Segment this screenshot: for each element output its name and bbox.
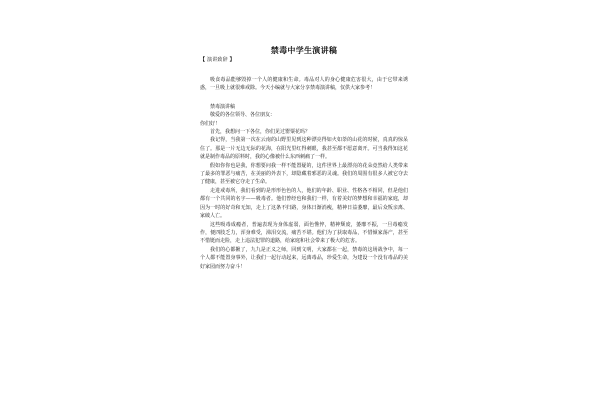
document-page: [200, 36, 408, 400]
speech-paragraph: 我记得，当我第一次在云南的山野里见到这种漂亮得如火如荼的山花的时候，真真的惊呆住了。那是一片无边无际的花海，在阳光里红得刺眼，我甚至都不愿意离开。可当我得知这花就是制作毒品的原料时，我的心像被什么东西刺痛了一样。: [200, 137, 408, 161]
salutation-line: 你们好！: [200, 120, 221, 127]
tag-bracket-open: 【: [200, 57, 206, 63]
page-title: 禁毒中学生演讲稿: [270, 46, 338, 55]
document-body: [200, 76, 408, 271]
greeting-line: 敬爱的各位领导、各位朋友：: [210, 112, 276, 119]
category-tag: [200, 56, 235, 63]
speech-paragraph: 首先，我想问一下各位，你们见过罂粟花吗？: [210, 129, 311, 136]
section-heading: 禁毒演讲稿: [210, 103, 236, 110]
tag-bracket-close: 】: [229, 57, 235, 63]
intro-paragraph: 吸食毒品能够毁掉一个人的健康和生命。毒品对人的身心健康危害很大，由于它带来诱惑，一旦吸上就很难戒除。今天小编就与大家分享禁毒演讲稿，仅供大家参考！: [200, 77, 408, 92]
speech-paragraph: 假如你你也是我，你想要问我一样不能置疑的，这件世界上最漂亮的花朵竟然给人类带来了最多的罪恶与痛苦，在美丽的外表下，却隐藏着邪恶的灵魂。我们的周围有很多人被它夺去了健康，甚至被它夺走了生命。: [200, 162, 408, 186]
speech-paragraph: 我们的心都揪了，九九是正义之师，回到文明，大家都在一起，禁毒的这场战争中，每一个人都不能置身事外，让我们一起行动起来，远离毒品，珍爱生命，为建设一个没有毒品的美好家园而努力奋斗！: [200, 246, 408, 270]
tag-label[interactable]: 演讲致辞: [207, 57, 228, 63]
speech-paragraph: 走进戒毒所，我们看到的是形形色色的人，他们的年龄、职业、性格各不相同，但是他们都有一个共同的名字——吸毒者。他们曾经也和我们一样，有着美好的梦想和幸福的家庭，却因为一时的好奇和无知，走上了这条不归路，身体日渐消瘦，精神日益萎靡，最后众叛亲离、家破人亡。: [200, 187, 408, 220]
speech-paragraph: 这些吸毒成瘾者，普遍表现为身体虚弱，面色憔悴，精神颓废，萎靡不振，一旦毒瘾发作，便四肢乏力，浑身难受，涕泪交流，痛苦不堪。他们为了获取毒品，不惜倾家荡产，甚至不惜铤而走险，走上违法犯罪的道路，给家庭和社会带来了极大的危害。: [200, 221, 408, 245]
